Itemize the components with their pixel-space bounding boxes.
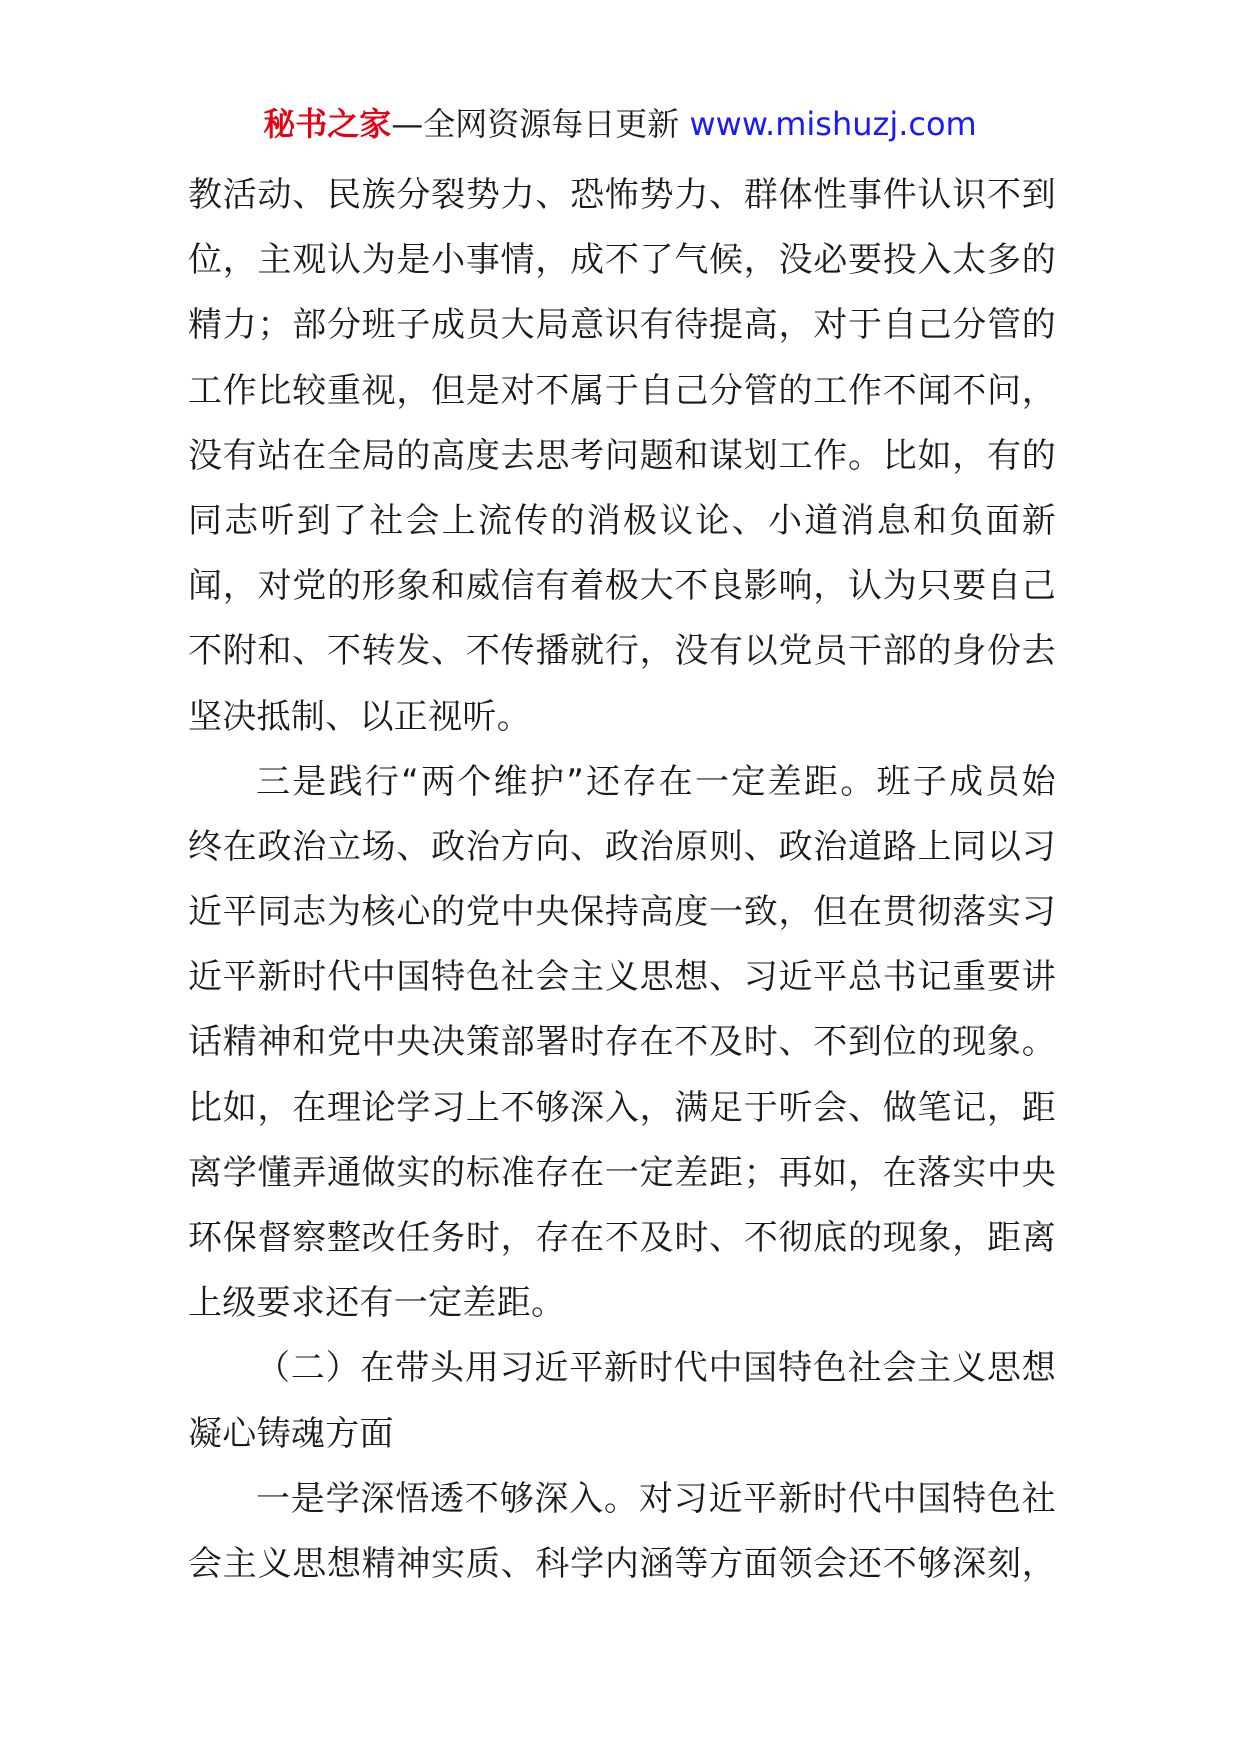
text-line: 话精神和党中央决策部署时存在不及时、不到位的现象。 [188,1022,1056,1063]
text-line: 近平新时代中国特色社会主义思想、习近平总书记重要讲 [188,957,1056,998]
text-line: 比如，在理论学习上不够深入，满足于听会、做笔记，距 [188,1087,1056,1128]
text-line: 终在政治立场、政治方向、政治原则、政治道路上同以习 [188,826,1056,867]
text-line: （二）在带头用习近平新时代中国特色社会主义思想 [256,1348,1056,1389]
text-line: 环保督察整改任务时，存在不及时、不彻底的现象，距离 [188,1218,1056,1258]
text-line: 同志听到了社会上流传的消极议论、小道消息和负面新 [188,500,1056,541]
document-body [188,163,1056,1597]
text-line: 精力；部分班子成员大局意识有待提高，对于自己分管的 [188,305,1056,346]
text-line: 闻，对党的形象和威信有着极大不良影响，认为只要自己 [188,566,1056,607]
text-line: 离学懂弄通做实的标准存在一定差距；再如，在落实中央 [188,1152,1056,1193]
text-line: 教活动、民族分裂势力、恐怖势力、群体性事件认识不到 [188,175,1056,215]
text-line: 凝心铸魂方面 [188,1413,394,1454]
text-line: 一是学深悟透不够深入。对习近平新时代中国特色社 [256,1478,1056,1519]
text-line: 坚决抵制、以正视听。 [188,696,531,737]
text-line: 不附和、不转发、不传播就行，没有以党员干部的身份去 [188,631,1056,672]
text-line: 上级要求还有一定差距。 [188,1283,566,1324]
text-line: 位，主观认为是小事情，成不了气候，没必要投入太多的 [188,240,1056,281]
text-line: 没有站在全局的高度去思考问题和谋划工作。比如，有的 [188,435,1056,476]
site-brand: 秘书之家 [263,105,392,143]
text-line: 近平同志为核心的党中央保持高度一致，但在贯彻落实习 [188,892,1056,933]
site-header [0,100,1240,148]
site-url-link[interactable]: www.mishuzj.com [689,105,977,143]
site-tagline: —全网资源每日更新 [391,105,690,143]
text-line: 三是践行“两个维护”还存在一定差距。班子成员始 [256,761,1056,802]
text-line: 工作比较重视，但是对不属于自己分管的工作不闻不问， [188,370,1056,411]
text-line: 会主义思想精神实质、科学内涵等方面领会还不够深刻， [188,1543,1056,1584]
